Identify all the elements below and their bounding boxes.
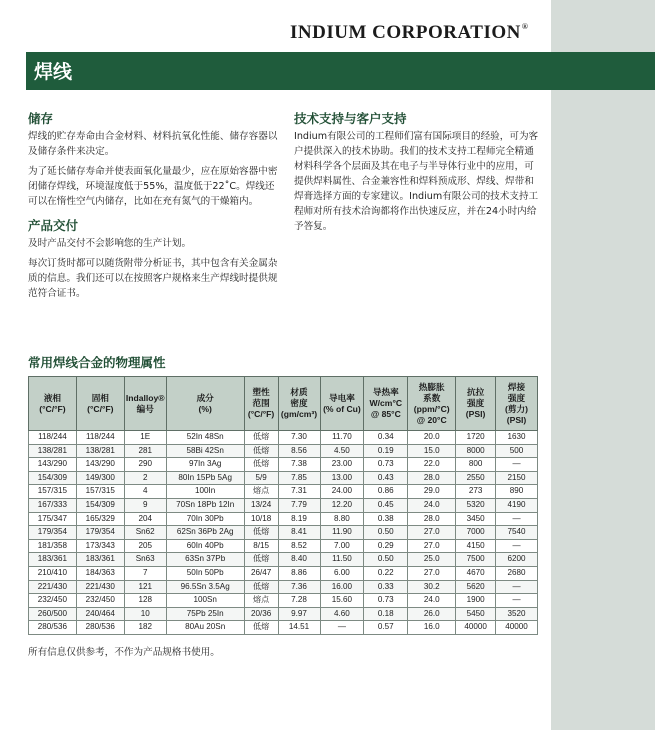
table-cell: 183/361 [29,553,77,567]
right-sidebar-panel [551,0,655,730]
table-cell: 70In 30Pb [166,512,244,526]
column-header-line: 导电率 [329,392,355,403]
table-cell: 4.60 [320,607,364,621]
column-header-line: 塑性 [252,387,270,397]
table-cell: 13.00 [320,471,364,485]
table-cell: — [496,580,538,594]
table-cell: 8.52 [278,539,320,553]
table-cell: 15.60 [320,594,364,608]
table-cell: 62Sn 36Pb 2Ag [166,526,244,540]
table-cell: 240/464 [76,607,124,621]
table-cell: 30.2 [408,580,456,594]
table-cell: 7.36 [278,580,320,594]
table-cell: 9.97 [278,607,320,621]
table-cell: 181/358 [29,539,77,553]
column-header-line: @ 85°C [370,409,401,419]
table-cell: 27.0 [408,539,456,553]
table-cell: 0.73 [364,594,408,608]
table-cell: 52In 48Sn [166,431,244,445]
table-cell: 11.70 [320,431,364,445]
table-cell: 7.00 [320,539,364,553]
table-cell: 1900 [456,594,496,608]
table-cell: — [496,512,538,526]
table-cell: 157/315 [76,485,124,499]
registered-mark: ® [521,22,529,31]
table-cell: 8/15 [244,539,278,553]
column-header-line: (剪力) [505,403,528,414]
table-cell: 221/430 [76,580,124,594]
column-header-line: 强度 [466,398,485,408]
table-cell: 149/300 [76,471,124,485]
table-cell: 低熔 [244,526,278,540]
table-cell: 24.0 [408,498,456,512]
table-cell: 260/500 [29,607,77,621]
table-cell: 183/361 [76,553,124,567]
table-cell: 40000 [456,621,496,635]
column-header-line: 密度 [290,398,308,408]
column-header [76,377,124,431]
column-header-line: (gm/cm³) [280,409,318,419]
column-header [456,377,496,431]
table-cell: 2680 [496,566,538,580]
storage-paragraph-1: 焊线的贮存寿命由合金材料、材料抗氧化性能、储存容器以及储存条件来决定。 [28,131,278,157]
table-cell: 2 [124,471,166,485]
table-cell: 0.29 [364,539,408,553]
table-cell: 26.0 [408,607,456,621]
table-cell: 0.22 [364,566,408,580]
table-cell: 16.00 [320,580,364,594]
table-cell: 0.86 [364,485,408,499]
column-header-line: 材质 [290,387,308,397]
support-heading: 技术支持与客户支持 [294,111,407,126]
table-cell: 205 [124,539,166,553]
column-header-line: 强度 [507,392,526,403]
table-cell: 1630 [496,431,538,445]
table-row [29,498,538,512]
table-cell: 280/536 [76,621,124,635]
table-cell: 0.43 [364,471,408,485]
table-cell: 7540 [496,526,538,540]
table-cell: 40000 [496,621,538,635]
right-column [294,111,540,239]
table-cell: 20/36 [244,607,278,621]
table-row [29,431,538,445]
column-header-line: (°C/°F) [39,403,66,414]
delivery-paragraph-1: 及时产品交付不会影响您的生产计划。 [28,238,192,249]
page-title: 焊线 [34,61,73,83]
table-cell: 11.50 [320,553,364,567]
table-cell: 143/290 [76,458,124,472]
table-cell: 6200 [496,553,538,567]
table-cell: 1E [124,431,166,445]
table-cell: — [320,621,364,635]
table-cell: 16.0 [408,621,456,635]
table-cell: 7.79 [278,498,320,512]
table-cell: 167/333 [29,498,77,512]
table-cell: 58Bi 42Sn [166,444,244,458]
table-cell: 低熔 [244,621,278,635]
table-cell: 500 [496,444,538,458]
table-cell: 0.19 [364,444,408,458]
table-cell: 281 [124,444,166,458]
column-header-line: 成分 [196,392,214,403]
table-cell: 143/290 [29,458,77,472]
table-row [29,594,538,608]
table-cell: 70Sn 18Pb 12In [166,498,244,512]
column-header-line: (°C/°F) [87,403,114,414]
title-banner [26,52,655,90]
table-cell: 80In 15Pb 5Ag [166,471,244,485]
table-cell: 6.00 [320,566,364,580]
table-cell: 11.90 [320,526,364,540]
table-row [29,566,538,580]
alloy-properties-table [28,376,538,635]
table-cell: 165/329 [76,512,124,526]
table-cell: 80Au 20Sn [166,621,244,635]
table-cell: 210/410 [29,566,77,580]
table-cell: 50In 50Pb [166,566,244,580]
table-cell: 4 [124,485,166,499]
column-header [166,377,244,431]
table-cell: 7.85 [278,471,320,485]
table-cell: 低熔 [244,431,278,445]
table-cell: 28.0 [408,471,456,485]
column-header-line: 抗拉 [466,387,485,397]
table-cell: 60In 40Pb [166,539,244,553]
table-cell: 25.0 [408,553,456,567]
column-header-line: (% of Cu) [323,403,361,414]
table-cell: 118/244 [29,431,77,445]
table-cell: 179/354 [76,526,124,540]
table-cell: 63Sn 37Pb [166,553,244,567]
table-cell: 154/309 [29,471,77,485]
column-header-line: 系数 [423,392,441,403]
table-cell: 熔点 [244,594,278,608]
column-header [278,377,320,431]
table-cell: Sn62 [124,526,166,540]
table-cell: 0.50 [364,526,408,540]
table-cell: 熔点 [244,485,278,499]
table-cell: 15.0 [408,444,456,458]
table-cell: 273 [456,485,496,499]
column-header [408,377,456,431]
column-header-line: (°C/°F) [247,409,275,419]
table-cell: 800 [456,458,496,472]
table-cell: 179/354 [29,526,77,540]
brand-logo [290,22,528,44]
table-cell: 24.00 [320,485,364,499]
table-cell: 154/309 [76,498,124,512]
table-cell: 0.57 [364,621,408,635]
table-row [29,485,538,499]
column-header-line: 固相 [91,392,109,403]
column-header-line: 焊接 [507,381,526,392]
table-cell: 8.80 [320,512,364,526]
table-cell: 0.50 [364,553,408,567]
column-header-line: Indalloy® [125,392,165,403]
table-cell: 10 [124,607,166,621]
table-cell: 7.28 [278,594,320,608]
storage-paragraph-2: 为了延长储存寿命并使表面氧化量最少，应在原始容器中密闭储存焊线，环境湿度低于55%，温度低于22˚C。焊线还可以在惰性空气内储存，比如在充有氮气的干燥箱内。 [28,166,278,207]
table-cell: 8.56 [278,444,320,458]
table-cell: 182 [124,621,166,635]
table-cell: 128 [124,594,166,608]
delivery-heading: 产品交付 [28,218,79,233]
table-cell: 低熔 [244,553,278,567]
column-header [320,377,364,431]
delivery-paragraph-2: 每次订货时都可以随货附带分析证书，其中包含有关金属杂质的信息。我们还可以在按照客户规格来生产焊线时提供规范符合证书。 [28,258,278,299]
table-cell: 890 [496,485,538,499]
brand-name: INDIUM CORPORATION [290,22,521,43]
table-cell: 1720 [456,431,496,445]
table-cell: 118/244 [76,431,124,445]
table-cell: 9 [124,498,166,512]
table-cell: 5320 [456,498,496,512]
table-title: 常用焊线合金的物理属性 [28,355,166,370]
table-cell: 0.18 [364,607,408,621]
table-cell: 22.0 [408,458,456,472]
table-cell: 5/9 [244,471,278,485]
table-cell: 23.00 [320,458,364,472]
column-header-line: 范围 [252,398,270,408]
table-cell: 3520 [496,607,538,621]
column-header [29,377,77,431]
table-cell: 29.0 [408,485,456,499]
table-cell: 97In 3Ag [166,458,244,472]
table-cell: 5620 [456,580,496,594]
column-header-line: @ 20°C [416,414,447,425]
table-row [29,607,538,621]
table-cell: 8000 [456,444,496,458]
column-header-line: (PSI) [506,414,527,425]
table-cell: 27.0 [408,526,456,540]
table-cell: 12.20 [320,498,364,512]
table-cell: 121 [124,580,166,594]
table-cell: 232/450 [29,594,77,608]
table-cell: 0.73 [364,458,408,472]
table-cell: 13/24 [244,498,278,512]
table-cell: 7500 [456,553,496,567]
table-row [29,621,538,635]
table-row [29,471,538,485]
table-row [29,539,538,553]
table-cell: 184/363 [76,566,124,580]
table-cell: 0.33 [364,580,408,594]
table-cell: 100In [166,485,244,499]
table-cell: 173/343 [76,539,124,553]
table-row [29,580,538,594]
table-cell: 3450 [456,512,496,526]
storage-heading: 储存 [28,111,54,126]
table-cell: 7000 [456,526,496,540]
table-cell: Sn63 [124,553,166,567]
table-row [29,526,538,540]
column-header-line: 编号 [136,403,154,414]
column-header [124,377,166,431]
table-cell: 低熔 [244,444,278,458]
table-cell: 10/18 [244,512,278,526]
column-header-line: (PSI) [465,409,486,419]
table-cell: 221/430 [29,580,77,594]
column-header-line: 液相 [43,392,62,403]
table-body [29,431,538,635]
column-header [364,377,408,431]
column-header [244,377,278,431]
table-row [29,553,538,567]
table-cell: 26/47 [244,566,278,580]
table-cell: — [496,594,538,608]
left-column [28,111,278,306]
table-row [29,512,538,526]
table-cell: 8.19 [278,512,320,526]
table-cell: 96.5Sn 3.5Ag [166,580,244,594]
table-cell: 8.41 [278,526,320,540]
table-header-row [29,377,538,431]
table-cell: 100Sn [166,594,244,608]
support-paragraph: Indium有限公司的工程师们富有国际项目的经验，可为客户提供深入的技术协助。我们的技术支持工程师完全精通材料科学各个层面及其在电子与半导体行业中的应用，可提供焊料属性、合金兼容性和焊料预成形、焊线、焊带和焊膏选择方面的专家建议。Indium有限公司的技术支持工程师对所有技术洽询都将作出快速反应，并在24小时内给予答复。 [294,131,539,232]
table-cell: 175/347 [29,512,77,526]
table-cell: 低熔 [244,580,278,594]
table-cell: 7.31 [278,485,320,499]
table-cell: 低熔 [244,458,278,472]
table-cell: — [496,539,538,553]
table-cell: 0.34 [364,431,408,445]
table-cell: 27.0 [408,566,456,580]
table-cell: 8.40 [278,553,320,567]
table-cell: 4.50 [320,444,364,458]
table-cell: — [496,458,538,472]
table-cell: 7.38 [278,458,320,472]
column-header-line: (%) [198,403,212,414]
table-cell: 138/281 [76,444,124,458]
table-cell: 280/536 [29,621,77,635]
table-cell: 232/450 [76,594,124,608]
table-cell: 138/281 [29,444,77,458]
table-cell: 204 [124,512,166,526]
footnote: 所有信息仅供参考，不作为产品规格书使用。 [28,647,220,658]
table-cell: 4670 [456,566,496,580]
table-cell: 157/315 [29,485,77,499]
table-cell: 0.45 [364,498,408,512]
table-cell: 24.0 [408,594,456,608]
table-cell: 8.86 [278,566,320,580]
column-header-line: 热膨胀 [418,381,445,392]
table-cell: 4150 [456,539,496,553]
table-cell: 75Pb 25In [166,607,244,621]
column-header [496,377,538,431]
column-header-line: 导热率 [372,387,399,397]
table-cell: 5450 [456,607,496,621]
table-cell: 7.30 [278,431,320,445]
table-row [29,458,538,472]
column-header-line: W/cm°C [369,398,403,408]
table-cell: 28.0 [408,512,456,526]
table-cell: 290 [124,458,166,472]
table-cell: 7 [124,566,166,580]
column-header-line: (ppm/°C) [413,403,450,414]
table-cell: 4190 [496,498,538,512]
table-cell: 20.0 [408,431,456,445]
table-cell: 0.38 [364,512,408,526]
table-cell: 14.51 [278,621,320,635]
table-cell: 2550 [456,471,496,485]
table-row [29,444,538,458]
table-cell: 2150 [496,471,538,485]
